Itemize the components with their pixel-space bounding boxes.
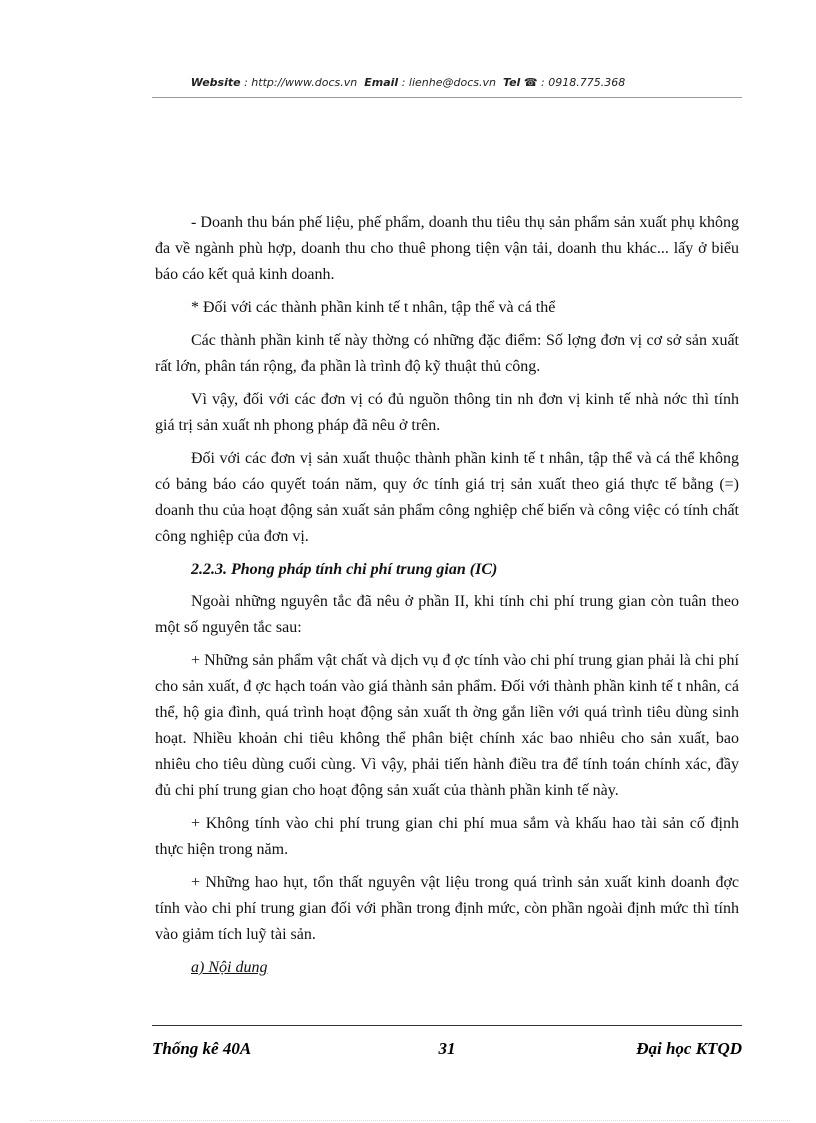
email-address[interactable]: : lienhe@docs.vn — [401, 76, 496, 89]
header-divider — [152, 97, 742, 98]
website-url[interactable]: : http://www.docs.vn — [244, 76, 358, 89]
email-label: Email — [364, 76, 399, 89]
paragraph-5: Đối với các đơn vị sản xuất thuộc thành phần kinh tế t nhân, tập thể và cá thể không có bảng báo cáo quyết toán năm, quy ớc tính giá trị sản xuất theo giá thực tế bằng (=) doanh thu của hoạt động sản xuất sản phẩm công nghiệp chế biến và công việc có tính chất công nghiệp của đơn vị. — [155, 450, 739, 545]
tel-number: : 0918.775.368 — [541, 76, 626, 89]
page-number: 31 — [438, 1039, 456, 1058]
footer-left: Thống kê 40A — [152, 1039, 252, 1058]
paragraph-2: * Đối với các thành phần kinh tế t nhân, tập thể và cá thể — [191, 299, 556, 316]
footer-right: Đại học KTQD — [636, 1039, 742, 1058]
paragraph-4: Vì vậy, đối với các đơn vị có đủ nguồn thông tin nh đơn vị kinh tế nhà nớc thì tính giá trị sản xuất nh phong pháp đã nêu ở trên. — [155, 391, 739, 434]
page-header — [0, 76, 816, 89]
paragraph-8: + Không tính vào chi phí trung gian chi phí mua sắm và khấu hao tài sản cố định thực hiện trong năm. — [155, 815, 739, 858]
paragraph-1: - Doanh thu bán phế liệu, phế phẩm, doanh thu tiêu thụ sản phẩm sản xuất phụ không đa về ngành phù hợp, doanh thu cho thuê phong tiện vận tải, doanh thu khác... lấy ở biểu báo cáo kết quả kinh doanh. — [155, 214, 739, 283]
paragraph-3: Các thành phần kinh tế này thờng có những đặc điểm: Số lợng đơn vị cơ sở sản xuất rất lớn, phân tán rộng, đa phần là trình độ kỹ thuật thủ công. — [155, 332, 739, 375]
website-label: Website — [190, 76, 241, 89]
section-heading: 2.2.3. Phong pháp tính chi phí trung gian (IC) — [191, 561, 498, 578]
document-body — [155, 210, 739, 981]
page-bottom-border — [30, 1120, 790, 1121]
paragraph-7: + Những sản phẩm vật chất và dịch vụ đ ợc tính vào chi phí trung gian phải là chi phí cho sản xuất, đ ợc hạch toán vào giá thành sản phẩm. Đối với thành phần kinh tế t nhân, cá thể, hộ gia đình, quá trình hoạt động sản xuất th ờng gắn liền với quá trình tiêu dùng sinh hoạt. Nhiều khoản chi tiêu không thể phân biệt chính xác bao nhiêu cho sản xuất, bao nhiêu cho tiêu dùng cuối cùng. Vì vậy, phải tiến hành điều tra để tính toán chính xác, đầy đủ chi phí trung gian cho hoạt động sản xuất của thành phần kinh tế này. — [155, 652, 739, 799]
tel-label: Tel — [502, 76, 521, 89]
phone-icon: ☎ — [523, 76, 538, 89]
paragraph-9: + Những hao hụt, tổn thất nguyên vật liệu trong quá trình sản xuất kinh doanh đợc tính vào chi phí trung gian đối với phần trong định mức, còn phần ngoài định mức thì tính vào giảm tích luỹ tài sản. — [155, 874, 739, 943]
subsection-heading: a) Nội dung — [191, 959, 268, 976]
paragraph-6: Ngoài những nguyên tắc đã nêu ở phần II, khi tính chi phí trung gian còn tuân theo một số nguyên tắc sau: — [155, 593, 739, 636]
footer-divider — [152, 1025, 742, 1026]
